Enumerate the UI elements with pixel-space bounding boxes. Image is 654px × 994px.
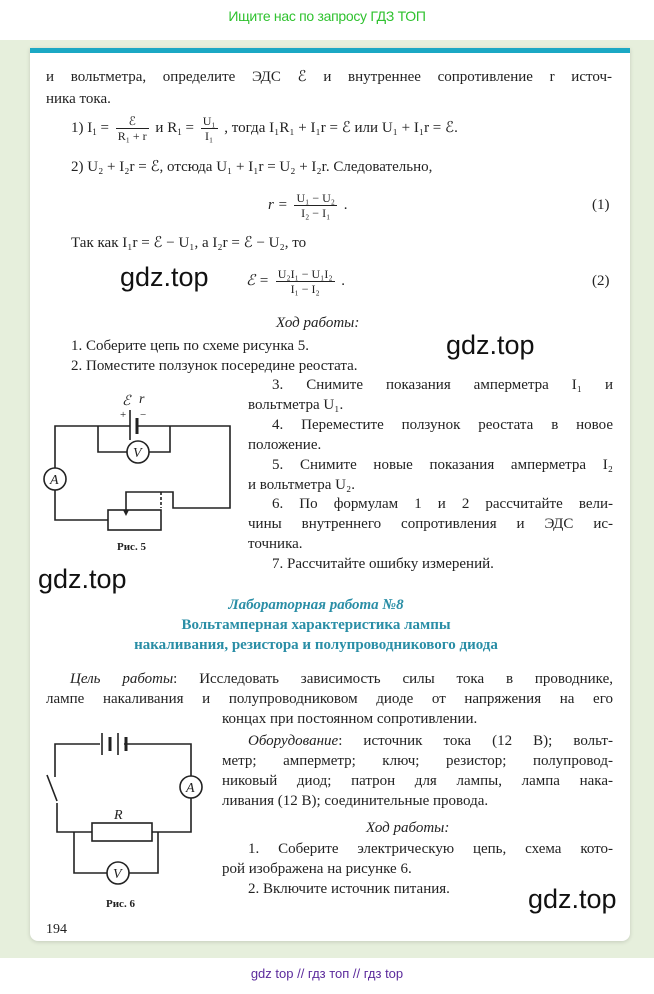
equation-number-1: (1) (592, 197, 610, 213)
denominator: I₂ − I₁ (301, 206, 331, 221)
page-number: 194 (46, 922, 67, 937)
equipment-line: никовый диод; патрон для лампы, лампа нака- (222, 773, 613, 789)
numerator: U₁ (202, 114, 216, 129)
watermark: gdz.top (528, 884, 617, 914)
intro-line-2: ника тока. (46, 91, 111, 107)
resistance-label: r (139, 392, 145, 407)
minus-sign: − (140, 409, 147, 421)
numerator: U₂I₁ − U₁I₂ (277, 267, 333, 282)
equipment-text: : источник тока (12 В); вольт- (338, 733, 613, 749)
footer-links[interactable]: gdz top // гдз топ // гдз top (250, 966, 404, 981)
step: 1. Соберите цепь по схеме рисунка 5. (71, 338, 310, 354)
step: и вольтметра U₂. (248, 477, 355, 493)
ammeter-label: A (186, 781, 195, 796)
equipment-label: Оборудование (248, 733, 339, 749)
procedure-heading: Ход работы: (276, 315, 360, 331)
fraction (276, 267, 335, 296)
step: точника. (248, 536, 303, 552)
watermark: gdz.top (120, 262, 209, 292)
voltmeter-label: V (113, 867, 122, 882)
step: 6. По формулам 1 и 2 рассчитайте вели- (272, 496, 613, 512)
denominator: I₁ (205, 129, 214, 144)
circuit-diagram-fig5 (40, 388, 240, 538)
watermark: gdz.top (38, 564, 127, 594)
step: чины внутреннего сопротивления и ЭДС ис- (248, 516, 613, 532)
intro-line-1: и вольтметра, определите ЭДС ℰ и внутреннее сопротивление r источ- (46, 69, 612, 85)
step: 2. Включите источник питания. (248, 881, 450, 897)
goal-line: концах при постоянном сопротивлении. (222, 711, 478, 727)
voltmeter-label: V (133, 446, 142, 461)
figure-caption: Рис. 6 (106, 898, 135, 910)
fraction (294, 191, 336, 220)
ammeter-label: A (50, 473, 59, 488)
formula-text: и R (155, 120, 178, 136)
search-banner[interactable]: Ищите нас по запросу ГДЗ ТОП (0, 0, 654, 40)
equation-1: r = $\frac{\text{U₁ − U₂}}{\text{I₂ − I₁}}$ . (268, 191, 348, 221)
plus-sign: + (120, 409, 127, 421)
step: положение. (248, 437, 322, 453)
numerator: ℰ (116, 114, 149, 129)
goal-text: : Исследовать зависимость силы тока в проводнике, (173, 671, 613, 687)
equation-2: ℰ = $\frac{\text{U₂I₁ − U₁I₂}}{\text{I₁ − I₂}}$ . (246, 267, 346, 297)
step: вольтметра U₁. (248, 397, 344, 413)
fraction (201, 114, 218, 143)
denominator: I₁ − I₂ (290, 282, 320, 297)
equipment-line (248, 732, 613, 750)
step: 7. Рассчитайте ошибку измерений. (272, 556, 494, 572)
formula-1: 1) $I_1$ = $\frac{\text{ℰ}}{\text{R₁ + r}}$ и $R_1$ = $\frac{\text{U₁}}{\text{I₁}}$ , тогда I₁R₁ + I₁r = ℰ или U₁ + I₁r = ℰ. (71, 114, 458, 144)
step: 1. Соберите электрическую цепь, схема кото- (248, 841, 613, 857)
circuit-diagram-fig6 (40, 725, 210, 895)
since-line: Так как I₁r = ℰ − U₁, а I₂r = ℰ − U₂, то (71, 235, 307, 251)
equation-lhs: r = (268, 197, 292, 213)
step: 2. Поместите ползунок посередине реостата. (71, 358, 358, 374)
figure-caption: Рис. 5 (117, 541, 146, 553)
formula-2: 2) U₂ + I₂r = ℰ, отсюда U₁ + I₁r = U₂ + I₂r. Следовательно, (71, 159, 433, 175)
equipment-line: метр; амперметр; ключ; резистор; полупровод- (222, 753, 613, 769)
step: 5. Снимите новые показания амперметра I₂ (272, 457, 613, 473)
lab-subtitle: Вольтамперная характеристика лампы (181, 617, 451, 633)
equation-number-2: (2) (592, 273, 610, 289)
equipment-line: ливания (12 В); соединительные провода. (222, 793, 489, 809)
step: 3. Снимите показания амперметра I₁ и (272, 377, 613, 393)
step: 4. Переместите ползунок реостата в новое (272, 417, 613, 433)
goal-line (70, 670, 613, 688)
step: рой изображена на рисунке 6. (222, 861, 412, 877)
formula-text: 1) I (71, 120, 93, 136)
emf-label: ℰ (122, 394, 131, 409)
goal-line: лампе накаливания и полупроводниковом диоде от напряжения на его (46, 691, 613, 707)
fraction (116, 114, 149, 143)
watermark: gdz.top (446, 330, 535, 360)
formula-text: , тогда I₁R₁ + I₁r = ℰ или U₁ + I₁r = ℰ. (224, 120, 458, 136)
goal-label: Цель работы (70, 671, 174, 687)
numerator: U₁ − U₂ (296, 191, 335, 206)
denominator: R₁ + r (117, 129, 147, 144)
procedure-heading: Ход работы: (366, 820, 450, 836)
lab-title: Лабораторная работа №8 (228, 597, 404, 613)
equation-lhs: ℰ = (246, 273, 273, 289)
lab-subtitle: накаливания, резистора и полупроводникового диода (134, 637, 498, 653)
resistor-label: R (114, 808, 123, 823)
